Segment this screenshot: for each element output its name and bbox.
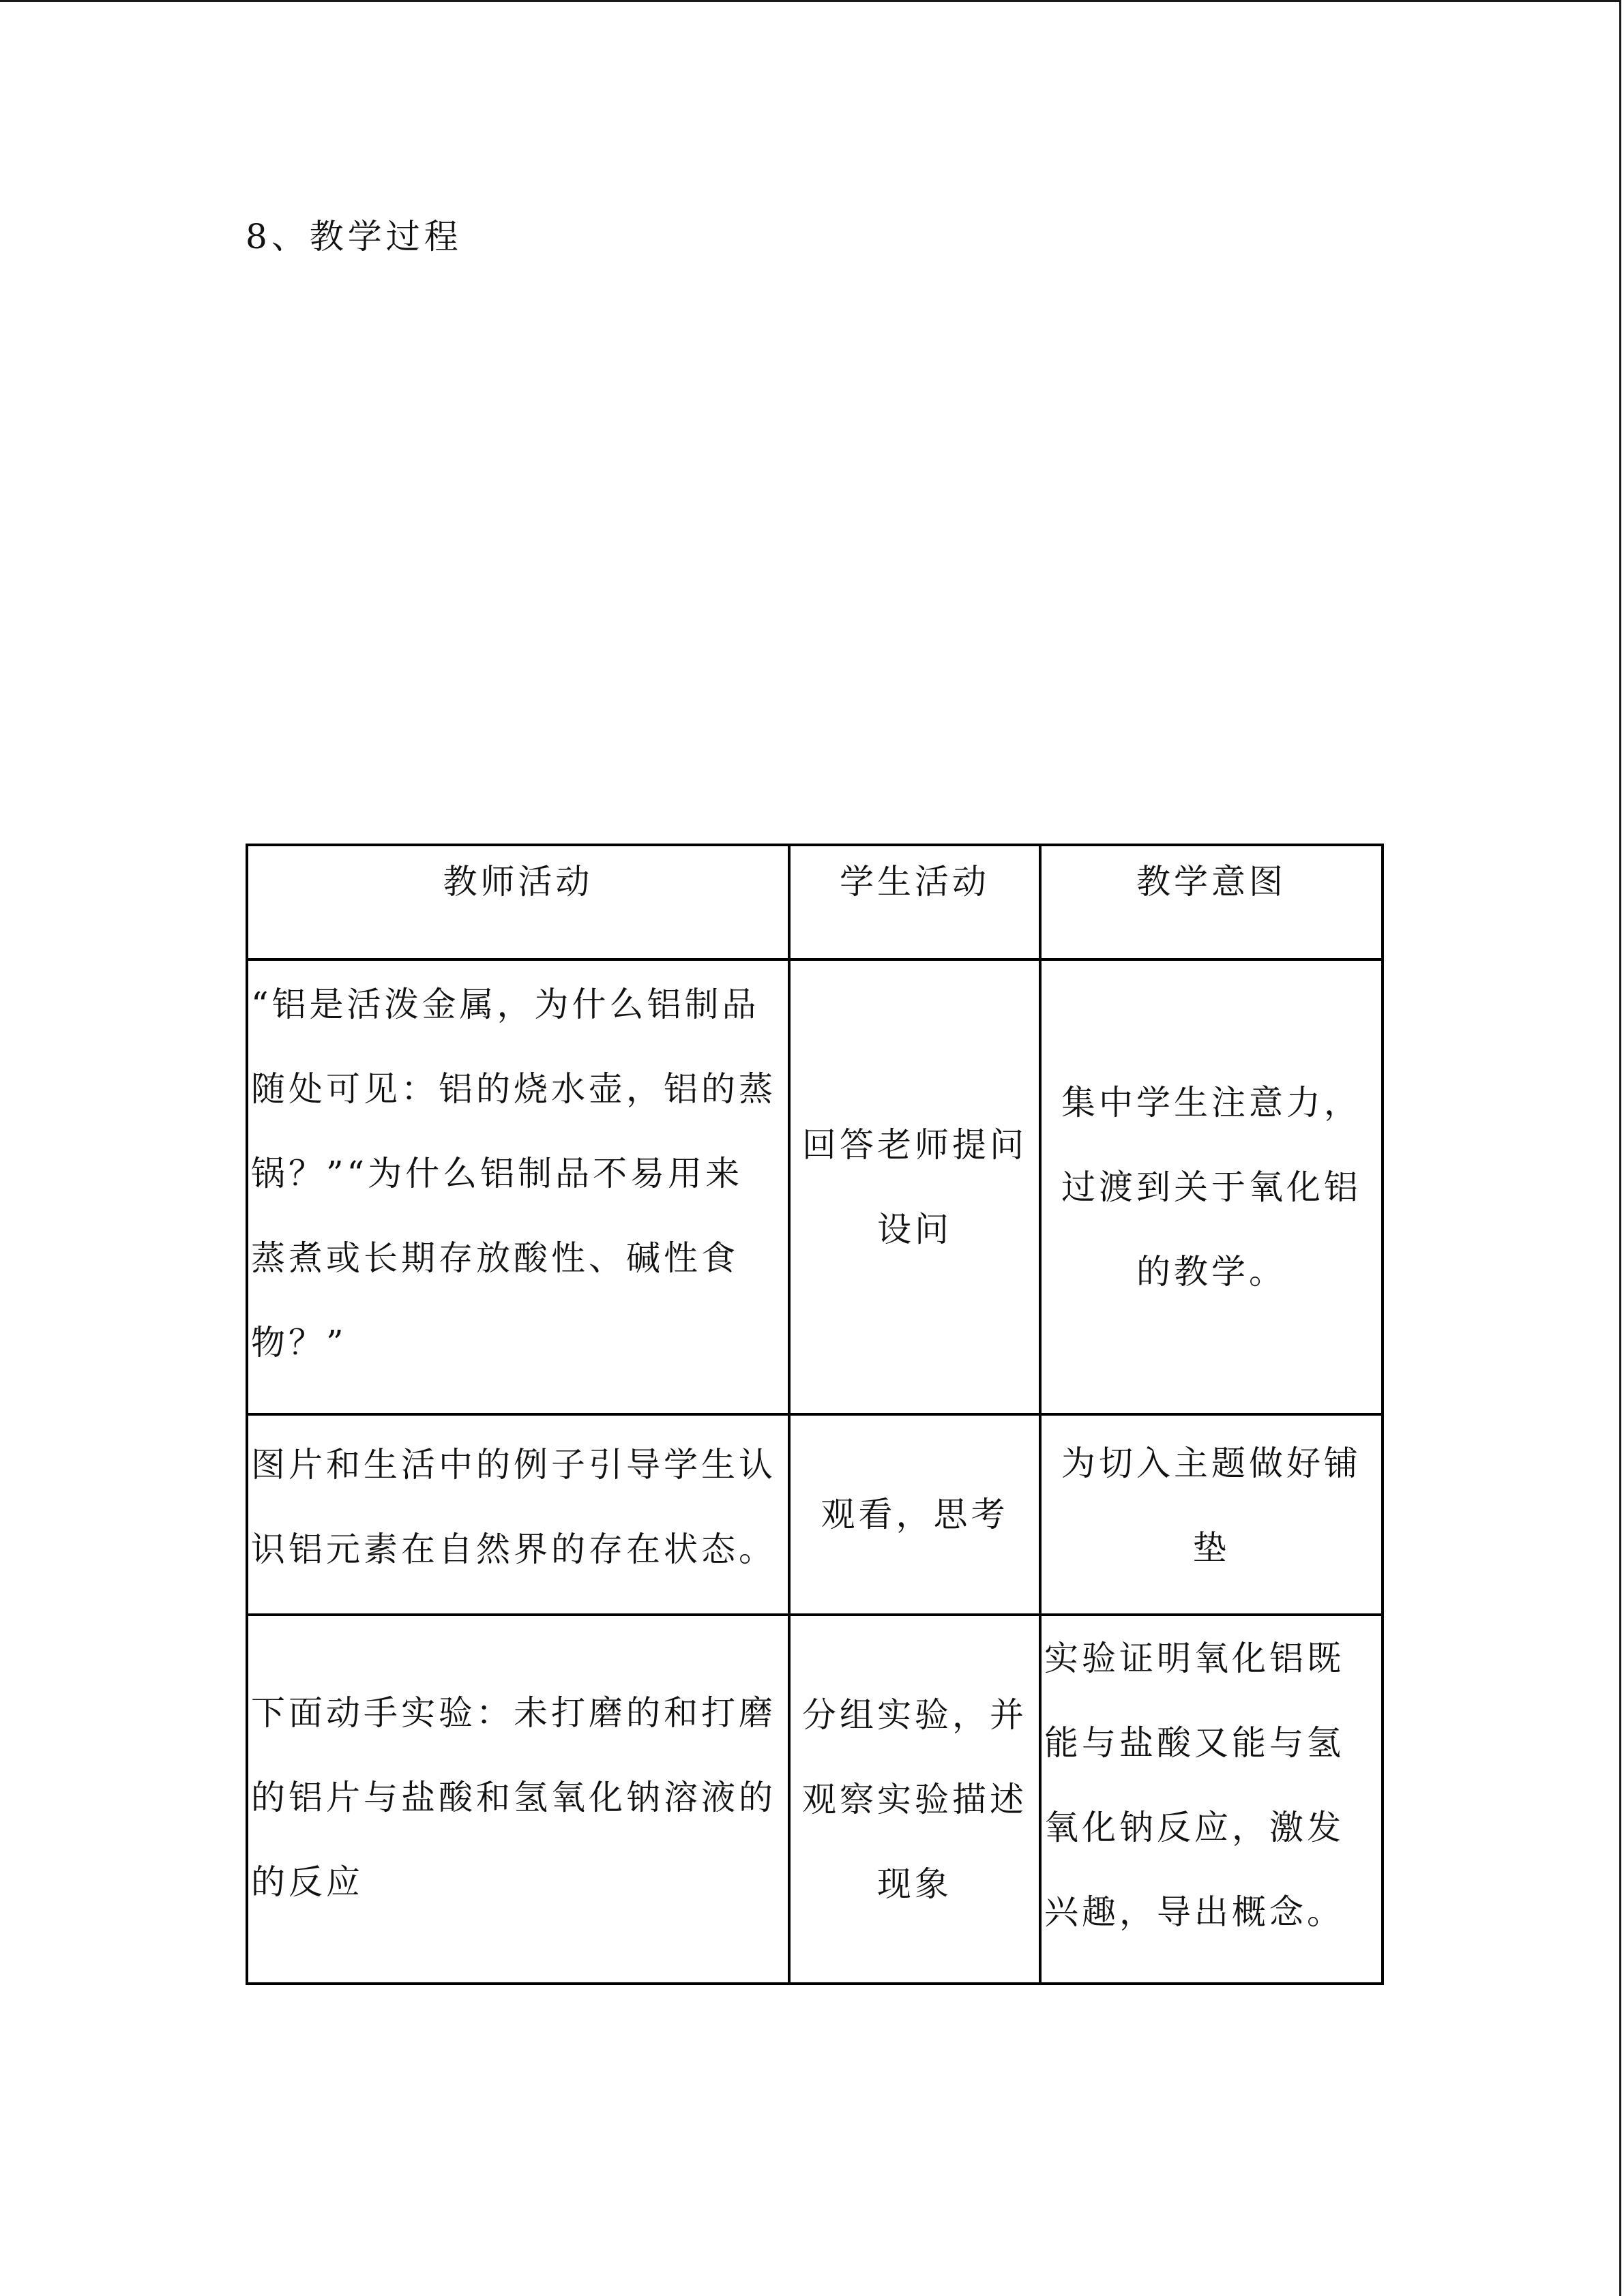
teacher-activity-cell xyxy=(247,1414,789,1615)
cell-text-line: 锅？”“为什么铝制品不易用来 xyxy=(251,1154,743,1193)
cell-text-line: 集中学生注意力， xyxy=(1061,1082,1361,1122)
cell-text-line: 图片和生活中的例子引导学生认 xyxy=(251,1445,776,1485)
cell-text-line: 垫 xyxy=(1192,1528,1230,1568)
cell-text-line: 的铝片与盐酸和氢氧化钠溶液的 xyxy=(251,1778,776,1817)
cell-text-line: 回答老师提问 xyxy=(802,1124,1027,1165)
teaching-intent-cell xyxy=(1040,959,1383,1414)
cell-text-line: 下面动手实验：未打磨的和打磨 xyxy=(251,1693,776,1733)
teacher-activity-cell xyxy=(247,959,789,1414)
table-row xyxy=(247,1615,1383,1984)
header-student-activity: 学生活动 xyxy=(789,845,1040,959)
cell-text-line: 实验证明氧化铝既 xyxy=(1044,1639,1344,1678)
cell-text-line: 兴趣，导出概念。 xyxy=(1044,1892,1344,1932)
cell-text-line: 蒸煮或长期存放酸性、碱性食 xyxy=(251,1238,739,1278)
section-heading: 8、教学过程 xyxy=(246,217,462,256)
teaching-intent-cell xyxy=(1040,1615,1383,1984)
cell-text-line: 过渡到关于氧化铝 xyxy=(1061,1167,1361,1207)
cell-text-line: 的教学。 xyxy=(1136,1251,1286,1292)
cell-text-line: “铝是活泼金属，为什么铝制品 xyxy=(251,985,760,1024)
cell-text-line: 分组实验，并 xyxy=(802,1695,1027,1735)
teaching-process-table xyxy=(246,844,1384,1985)
cell-text-line: 识铝元素在自然界的存在状态。 xyxy=(251,1530,776,1569)
teaching-intent-cell xyxy=(1040,1414,1383,1615)
cell-text-line: 的反应 xyxy=(251,1862,364,1902)
student-activity-cell xyxy=(789,959,1040,1414)
header-teacher-activity: 教师活动 xyxy=(247,845,789,959)
cell-text-line: 观察实验描述 xyxy=(802,1779,1027,1819)
cell-text-line: 氧化钠反应，激发 xyxy=(1044,1808,1344,1847)
student-activity-cell xyxy=(789,1414,1040,1615)
table-header-row xyxy=(247,845,1383,959)
teacher-activity-cell xyxy=(247,1615,789,1984)
cell-text-line: 现象 xyxy=(877,1864,952,1904)
cell-text-line: 能与盐酸又能与氢 xyxy=(1044,1723,1344,1763)
header-teaching-intent: 教学意图 xyxy=(1040,845,1383,959)
table-row xyxy=(247,959,1383,1414)
cell-text-line: 物？” xyxy=(251,1323,347,1362)
cell-text-line: 观看，思考 xyxy=(821,1495,1009,1534)
cell-text-line: 设问 xyxy=(877,1209,952,1249)
cell-text-line: 随处可见：铝的烧水壶，铝的蒸 xyxy=(251,1069,776,1109)
student-activity-cell xyxy=(789,1615,1040,1984)
cell-text-line: 为切入主题做好铺 xyxy=(1061,1444,1361,1483)
table-row xyxy=(247,1414,1383,1615)
